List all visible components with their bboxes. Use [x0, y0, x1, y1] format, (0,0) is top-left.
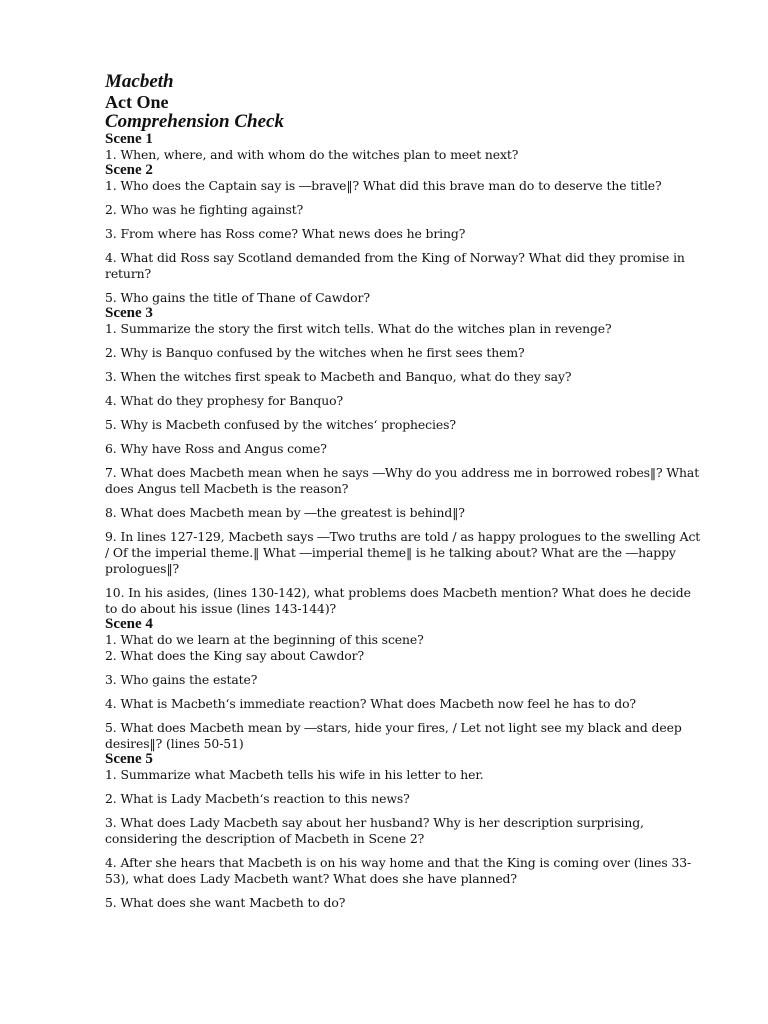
scene-2-question-2: 2. Who was he fighting against?: [105, 202, 304, 217]
scene-5-question-3: 3. What does Lady Macbeth say about her husband? Why is her description surprising, considering the description of Macbeth in Scene 2?: [105, 815, 644, 846]
scene-3-question-10: 10. In his asides, (lines 130-142), what problems does Macbeth mention? What does he decide to do about his issue (lines 143-144)?: [105, 585, 691, 616]
scene-3-heading: Scene 3: [105, 305, 153, 321]
scene-3-question-8: 8. What does Macbeth mean by ―the greatest is behind‖?: [105, 505, 465, 520]
scene-4-heading: Scene 4: [105, 616, 153, 632]
act-heading: Act One: [105, 92, 169, 112]
document-subtitle: Comprehension Check: [105, 111, 284, 132]
scene-1-question-1: 1. When, where, and with whom do the witches plan to meet next?: [105, 147, 519, 162]
scene-4-question-2: 2. What does the King say about Cawdor?: [105, 648, 364, 663]
scene-2-question-5: 5. Who gains the title of Thane of Cawdor?: [105, 290, 370, 305]
scene-2-question-4: 4. What did Ross say Scotland demanded from the King of Norway? What did they promise in return?: [105, 250, 685, 281]
scene-2-heading: Scene 2: [105, 162, 153, 178]
scene-3-question-2: 2. Why is Banquo confused by the witches when he first sees them?: [105, 345, 525, 360]
document-title: Macbeth: [105, 71, 174, 92]
scene-4-question-3: 3. Who gains the estate?: [105, 672, 258, 687]
scene-4-question-5: 5. What does Macbeth mean by ―stars, hide your fires, / Let not light see my black and deep desires‖? (lines 50-51): [105, 720, 682, 751]
scene-1-heading: Scene 1: [105, 131, 153, 147]
scene-2-question-3: 3. From where has Ross come? What news does he bring?: [105, 226, 466, 241]
scene-5-question-2: 2. What is Lady Macbeth‘s reaction to this news?: [105, 791, 410, 806]
scene-4-question-4: 4. What is Macbeth‘s immediate reaction? What does Macbeth now feel he has to do?: [105, 696, 636, 711]
scene-3-question-4: 4. What do they prophesy for Banquo?: [105, 393, 343, 408]
scene-3-question-1: 1. Summarize the story the first witch tells. What do the witches plan in revenge?: [105, 321, 612, 336]
scene-5-question-5: 5. What does she want Macbeth to do?: [105, 895, 346, 910]
scene-4-question-1: 1. What do we learn at the beginning of this scene?: [105, 632, 424, 647]
document-page: [105, 72, 705, 911]
scene-2-question-1: 1. Who does the Captain say is ―brave‖? What did this brave man do to deserve the title?: [105, 178, 662, 193]
scene-5-question-4: 4. After she hears that Macbeth is on his way home and that the King is coming over (lines 33-53), what does Lady Macbeth want? What does she have planned?: [105, 855, 692, 886]
scene-5-question-1: 1. Summarize what Macbeth tells his wife in his letter to her.: [105, 767, 484, 782]
scene-3-question-3: 3. When the witches first speak to Macbeth and Banquo, what do they say?: [105, 369, 572, 384]
scene-3-question-6: 6. Why have Ross and Angus come?: [105, 441, 327, 456]
scene-3-question-7: 7. What does Macbeth mean when he says ―Why do you address me in borrowed robes‖? What does Angus tell Macbeth is the reason?: [105, 465, 700, 496]
scene-5-heading: Scene 5: [105, 751, 153, 767]
scene-3-question-5: 5. Why is Macbeth confused by the witches‘ prophecies?: [105, 417, 456, 432]
scene-3-question-9: 9. In lines 127-129, Macbeth says ―Two truths are told / as happy prologues to the swelling Act / Of the imperial theme.‖ What ―imperial theme‖ is he talking about? What are the ―happy prologues‖?: [105, 529, 701, 576]
